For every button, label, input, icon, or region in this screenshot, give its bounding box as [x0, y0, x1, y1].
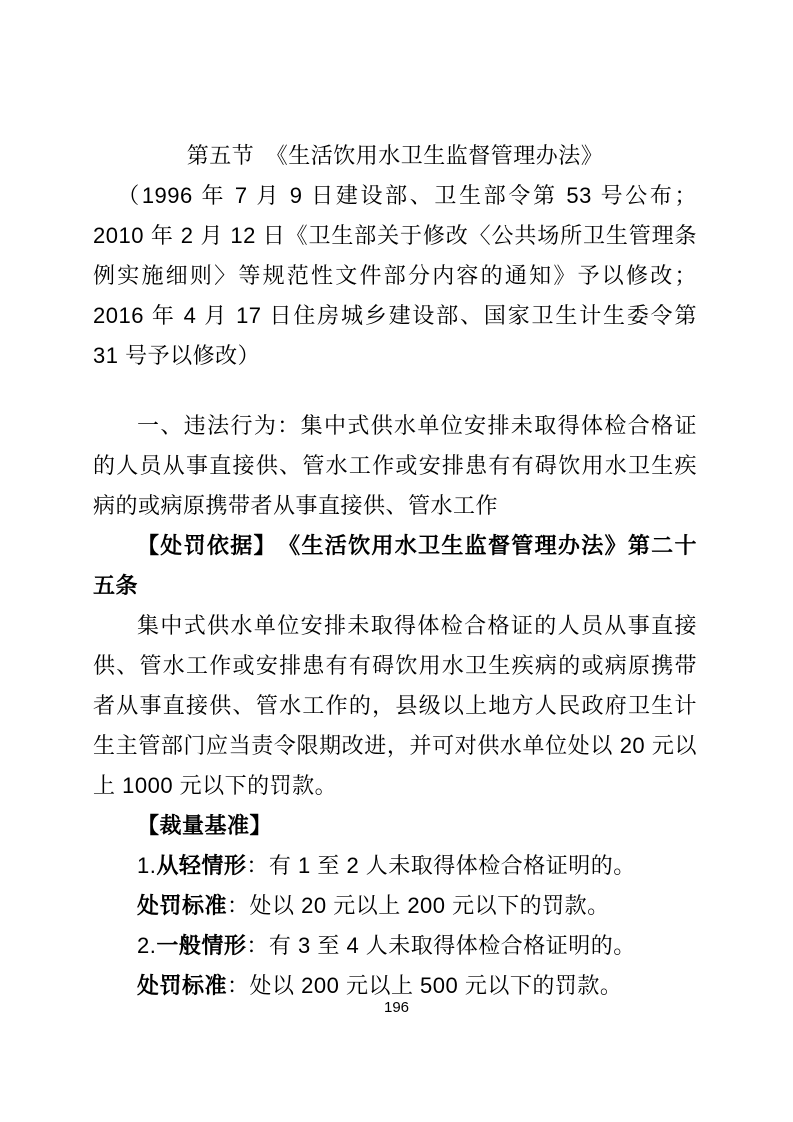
section-title: 第五节 《生活饮用水卫生监督管理办法》 [186, 143, 604, 168]
blank-line [93, 376, 697, 406]
item-description: ：处以 200 元以上 500 元以下的罚款。 [227, 973, 623, 998]
item-general-case [93, 926, 697, 966]
item-description: ：有 3 至 4 人未取得体检合格证明的。 [246, 933, 636, 958]
violation-paragraph: 一、违法行为：集中式供水单位安排未取得体检合格证的人员从事直接供、管水工作或安排患有有碍饮用水卫生疾病的或病原携带者从事直接供、管水工作 [93, 413, 697, 518]
item-term: 一般情形 [156, 933, 247, 958]
item-description: ：处以 20 元以上 200 元以下的罚款。 [227, 893, 610, 918]
item-number: 1. [137, 853, 157, 878]
item-term: 处罚标准 [137, 893, 228, 918]
item-lenient-penalty [93, 886, 697, 926]
discretion-header-text: 【裁量基准】 [137, 813, 273, 838]
item-lenient-case [93, 846, 697, 886]
discretion-header [93, 806, 697, 846]
document-body [93, 136, 697, 1006]
item-number: 2. [137, 933, 157, 958]
item-term: 从轻情形 [156, 853, 247, 878]
item-term: 处罚标准 [137, 973, 228, 998]
penalty-basis-paragraph [93, 526, 697, 606]
page-number: 196 [383, 999, 410, 1016]
penalty-provision-paragraph: 集中式供水单位安排未取得体检合格证的人员从事直接供、管水工作或安排患有有碍饮用水卫生疾病的或病原携带者从事直接供、管水工作的，县级以上地方人民政府卫生计生主管部门应当责令限期改进，并可对供水单位处以 20 元以上 1000 元以下的罚款。 [93, 613, 697, 798]
penalty-basis-text: 【处罚依据】 《生活饮用水卫生监督管理办法》第二十五条 [93, 533, 697, 598]
item-description: ：有 1 至 2 人未取得体检合格证明的。 [246, 853, 636, 878]
promulgation-note: （1996 年 7 月 9 日建设部、卫生部令第 53 号公布；2010 年 2 月 12 日《卫生部关于修改〈公共场所卫生管理条例实施细则〉等规范性文件部分内容的通知》予以修改；2016 年 4 月 17 日住房城乡建设部、国家卫生计生委令第 31 号予以修改） [93, 183, 697, 368]
